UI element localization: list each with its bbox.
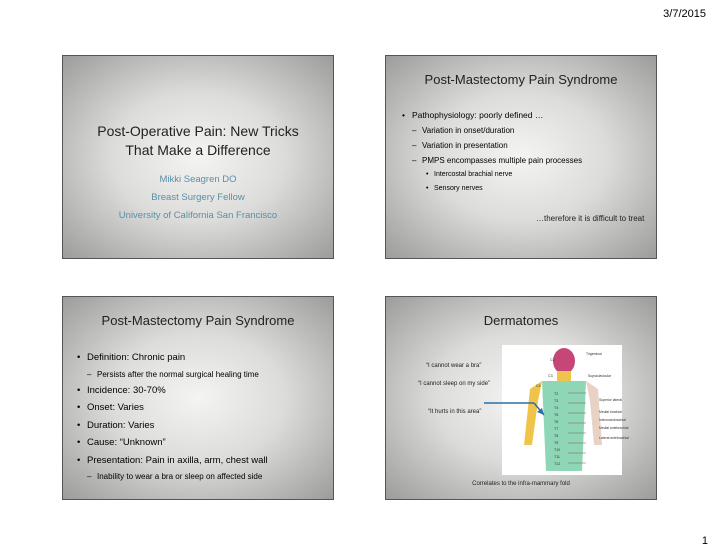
- bullet-item: • Definition: Chronic pain: [77, 349, 268, 367]
- slide-definition: [62, 296, 334, 500]
- institution: University of California San Francisco: [118, 210, 278, 221]
- slide-heading: Post-Mastectomy Pain Syndrome: [101, 313, 295, 328]
- label-c2: C2: [550, 358, 555, 362]
- label-t12: T12: [554, 462, 561, 466]
- sub-bullet-item: – Variation in onset/duration: [402, 123, 582, 138]
- patient-quote: “I cannot wear a bra”: [426, 363, 482, 369]
- label-c3: C3: [548, 374, 553, 378]
- slide-pathophysiology: [385, 55, 657, 259]
- nerve-label: Superior lateral: [599, 398, 622, 402]
- nerve-label: Intercostobrachial: [599, 418, 626, 422]
- sub-bullet-item: – Persists after the normal surgical healing time: [77, 367, 268, 382]
- label-t6: T6: [554, 420, 559, 424]
- label-t5: T5: [554, 413, 559, 417]
- title-line-2: That Make a Difference: [125, 142, 271, 158]
- label-t11: T11: [554, 455, 560, 459]
- slide-title: [62, 55, 334, 259]
- nerve-label: Lateral antebrachial: [599, 436, 629, 440]
- bullet-item: • Incidence: 30-70%: [77, 382, 268, 400]
- arrowhead: [537, 408, 544, 415]
- label-t9: T9: [554, 441, 559, 445]
- nerve-label: Supraclavicular: [588, 374, 612, 378]
- label-t3: T3: [554, 399, 559, 403]
- slide-heading: Post-Mastectomy Pain Syndrome: [424, 72, 618, 87]
- page-number: 1: [701, 535, 708, 547]
- bullet-item: • Cause: “Unknown”: [77, 434, 268, 452]
- bullet-list: [402, 108, 582, 196]
- nerve-label: Medial antebrachial: [599, 426, 629, 430]
- bullet-item: • Pathophysiology: poorly defined …: [402, 108, 582, 123]
- label-c4: C4: [536, 384, 541, 388]
- nerve-label: Trigeminal: [586, 352, 602, 356]
- page-date: 3/7/2015: [663, 8, 706, 20]
- sub-bullet-item: – Variation in presentation: [402, 138, 582, 153]
- slide-heading: Dermatomes: [483, 313, 559, 328]
- patient-quote: “It hurts in this area”: [428, 409, 482, 415]
- author-role: Breast Surgery Fellow: [151, 192, 245, 203]
- sub-sub-bullet-item: • Sensory nerves: [402, 182, 582, 196]
- slide-dermatomes: [385, 296, 657, 500]
- bullet-list: [77, 349, 268, 484]
- author: Mikki Seagren DO: [159, 174, 237, 185]
- slide-note: …therefore it is difficult to treat: [536, 214, 645, 223]
- bullet-item: • Duration: Varies: [77, 417, 268, 435]
- bullet-item: • Onset: Varies: [77, 399, 268, 417]
- label-t8: T8: [554, 434, 559, 438]
- bullet-item: • Presentation: Pain in axilla, arm, chest wall: [77, 452, 268, 470]
- sub-sub-bullet-item: • Intercostal brachial nerve: [402, 168, 582, 182]
- figure-caption: Correlates to the infra-mammary fold: [472, 481, 570, 487]
- presentation-title: [63, 122, 333, 160]
- patient-quote: “I cannot sleep on my side”: [418, 381, 491, 387]
- nerve-label: Medial brachial: [599, 410, 622, 414]
- label-t4: T4: [554, 406, 559, 410]
- title-line-1: Post-Operative Pain: New Tricks: [97, 123, 299, 139]
- label-t7: T7: [554, 427, 559, 431]
- arrow-overlay: [386, 297, 658, 501]
- sub-bullet-item: – Inability to wear a bra or sleep on affected side: [77, 469, 268, 484]
- label-t10: T10: [554, 448, 561, 452]
- label-t2: T2: [554, 392, 559, 396]
- sub-bullet-item: – PMPS encompasses multiple pain processes: [402, 153, 582, 168]
